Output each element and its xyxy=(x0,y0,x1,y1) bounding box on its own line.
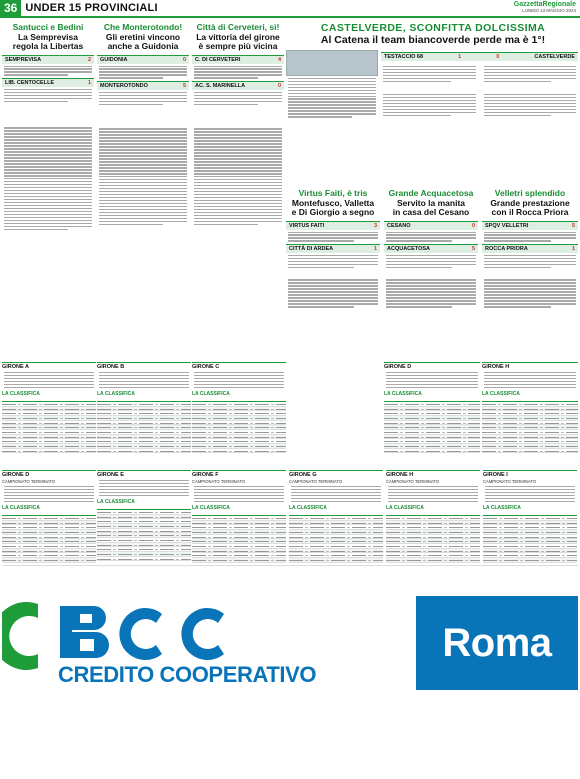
lineup-text xyxy=(192,66,284,79)
roma-label: Roma xyxy=(442,620,552,665)
score-box xyxy=(384,221,478,230)
standings-label: LA CLASSIFICA xyxy=(97,498,135,505)
team-name: SPQV VELLETRI xyxy=(485,222,529,229)
team-score: 0 xyxy=(277,82,281,89)
group-title: GIRONE A xyxy=(2,362,96,370)
headline-line: Che Monterotondo! xyxy=(103,22,183,32)
headline-line: e Di Giorgio a segno xyxy=(291,207,375,217)
lineup-text xyxy=(97,66,189,79)
roma-box xyxy=(416,596,578,690)
lineup-text xyxy=(2,66,94,76)
lineup-text xyxy=(97,92,189,105)
score-box xyxy=(286,244,380,253)
headline-line: Gli eretini vincono xyxy=(105,31,181,42)
standings-label: LA CLASSIFICA xyxy=(2,504,40,511)
team-score: 2 xyxy=(87,56,91,63)
standings-table xyxy=(2,398,96,454)
standings-label: LA CLASSIFICA xyxy=(192,390,230,397)
headline-line: Servito la manita xyxy=(396,197,466,208)
team-name: CESANO xyxy=(387,222,411,229)
team-score: 1 xyxy=(571,245,575,252)
results-list xyxy=(483,486,577,502)
lineup-text xyxy=(384,255,478,268)
team-score: 0 xyxy=(496,54,500,60)
section-title: UNDER 15 PROVINCIALI xyxy=(25,2,158,14)
headline-line: Grande Acquacetosa xyxy=(388,188,474,198)
headline-line: La vittoria del girone xyxy=(196,31,280,42)
group-title: GIRONE G xyxy=(289,470,383,478)
team-name: CITTÀ DI ARDEA xyxy=(289,245,334,252)
standings-group xyxy=(192,362,286,453)
headline-line: Città di Cerveteri, sì! xyxy=(196,22,280,32)
table-row xyxy=(384,449,480,454)
headline-line: con il Rocca Priora xyxy=(491,207,569,217)
standings-label: LA CLASSIFICA xyxy=(97,390,135,397)
article-body xyxy=(97,128,189,225)
match-photo xyxy=(286,50,378,76)
standings-table xyxy=(386,512,480,568)
article-semprevisa xyxy=(2,22,94,232)
headline-line: Santucci e Bedini xyxy=(12,22,84,32)
main-headline xyxy=(286,22,580,46)
team-name: AC. S. MARINELLA xyxy=(195,82,246,89)
standings-label: LA CLASSIFICA xyxy=(192,504,230,511)
team-name: ACQUACETOSA xyxy=(387,245,430,252)
standings-label: LA CLASSIFICA xyxy=(384,390,422,397)
article-body xyxy=(286,279,380,307)
lineup-text xyxy=(2,89,94,102)
headline-line: è sempre più vicina xyxy=(198,41,278,51)
table-row xyxy=(97,557,191,562)
bcc-logo xyxy=(2,566,402,690)
team-name: TESTACCIO 68 xyxy=(384,54,424,60)
headline-line: Velletri splendido xyxy=(494,188,566,198)
team-name: C. DI CERVETERI xyxy=(195,56,241,63)
standings-table xyxy=(97,398,191,454)
standings-group xyxy=(97,470,191,561)
results-list xyxy=(97,372,191,388)
standings-label: LA CLASSIFICA xyxy=(483,504,521,511)
standings-table xyxy=(2,512,96,568)
standings-group xyxy=(482,362,578,453)
standings-label: LA CLASSIFICA xyxy=(2,390,40,397)
article-headline xyxy=(482,188,578,219)
group-title: GIRONE C xyxy=(192,362,286,370)
standings-group xyxy=(483,470,577,567)
team-score: 1 xyxy=(373,245,377,252)
results-list xyxy=(192,486,286,502)
bcc-advertisement xyxy=(2,565,578,689)
article-headline xyxy=(2,22,94,53)
lineup-text xyxy=(192,92,284,105)
headline-line: regola la Libertas xyxy=(12,41,84,51)
standings-group xyxy=(384,362,480,453)
group-title: GIRONE E xyxy=(97,470,191,478)
article-headline xyxy=(192,22,284,53)
team-name: SEMPREVISA xyxy=(5,56,42,63)
score-box xyxy=(286,221,380,230)
article-headline xyxy=(286,188,380,219)
main-title: Al Catena il team biancoverde perde ma è 1°! xyxy=(320,34,546,46)
article-body xyxy=(482,93,579,118)
team-score: 0 xyxy=(182,56,186,63)
results-list xyxy=(482,372,578,388)
standings-label: LA CLASSIFICA xyxy=(386,504,424,511)
group-title: GIRONE B xyxy=(97,362,191,370)
standings-group xyxy=(192,470,286,567)
standings-label: LA CLASSIFICA xyxy=(482,390,520,397)
group-title: GIRONE D xyxy=(2,470,96,478)
table-row xyxy=(2,449,96,454)
results-list xyxy=(2,372,96,388)
group-status: CAMPIONATO TERMINATO xyxy=(192,479,246,484)
results-list xyxy=(386,486,480,502)
results-list xyxy=(384,372,480,388)
score-box xyxy=(381,52,578,61)
article-acquacetosa xyxy=(384,188,478,309)
team-score: 5 xyxy=(471,245,475,252)
standings-table xyxy=(192,512,286,568)
article-headline xyxy=(97,22,189,53)
group-title: GIRONE H xyxy=(482,362,578,370)
score-box xyxy=(2,55,94,64)
standings-group xyxy=(2,470,96,567)
group-title: GIRONE I xyxy=(483,470,577,478)
team-name: LIB. CENTOCELLE xyxy=(5,79,55,86)
lineup-text xyxy=(482,255,578,268)
group-title: GIRONE D xyxy=(384,362,480,370)
results-list xyxy=(289,486,383,502)
bcc-tagline: CREDITO COOPERATIVO xyxy=(58,662,317,687)
score-box xyxy=(384,244,478,253)
standings-table xyxy=(289,512,383,568)
standings-table xyxy=(192,398,286,454)
article-body xyxy=(381,93,478,118)
brand-name: GazzettaRegionale xyxy=(513,1,576,8)
table-row xyxy=(192,449,286,454)
table-row xyxy=(97,449,191,454)
standings-table xyxy=(483,512,577,568)
masthead xyxy=(514,1,576,13)
standings-table xyxy=(384,398,480,454)
article-headline xyxy=(384,188,478,219)
team-score: 5 xyxy=(571,222,575,229)
main-article-left xyxy=(286,50,378,119)
article-cerveteri xyxy=(192,22,284,227)
standings-label: LA CLASSIFICA xyxy=(289,504,327,511)
score-box xyxy=(482,221,578,230)
main-kicker: CASTELVERDE, SCONFITTA DOLCISSIMA xyxy=(320,22,546,34)
lineup-text xyxy=(384,232,478,242)
lineup-text xyxy=(286,255,380,268)
standings-group xyxy=(97,362,191,453)
lineup-text xyxy=(286,232,380,242)
standings-group xyxy=(386,470,480,567)
article-body xyxy=(384,279,478,307)
issue-date: LUNEDÌ 13 MAGGIO 2024 xyxy=(522,8,576,13)
standings-group xyxy=(289,470,383,567)
headline-line: anche a Guidonia xyxy=(107,41,179,51)
headline-line: in casa del Cesano xyxy=(392,207,470,217)
results-list xyxy=(2,486,96,502)
standings-table xyxy=(482,398,578,454)
standings-group xyxy=(2,362,96,453)
article-body xyxy=(192,128,284,225)
group-status: CAMPIONATO TERMINATO xyxy=(289,479,343,484)
team-score: 3 xyxy=(373,222,377,229)
table-row xyxy=(482,449,578,454)
team-score: 0 xyxy=(471,222,475,229)
team-name: ROCCA PRIORA xyxy=(485,245,528,252)
headline-line: Grande prestazione xyxy=(490,197,570,208)
article-body xyxy=(482,279,578,307)
results-list xyxy=(97,480,191,496)
article-velletri xyxy=(482,188,578,309)
team-score: 1 xyxy=(458,54,462,60)
score-box xyxy=(192,81,284,90)
lineup-text xyxy=(482,64,579,84)
group-title: GIRONE F xyxy=(192,470,286,478)
headline-line: Montefusco, Valletta xyxy=(291,197,375,208)
team-score: 4 xyxy=(277,56,281,63)
score-box xyxy=(2,78,94,87)
article-monterotondo xyxy=(97,22,189,227)
lineup-text xyxy=(482,232,578,242)
score-box xyxy=(97,55,189,64)
headline-line: Virtus Faiti, è tris xyxy=(298,188,368,198)
page-number: 36 xyxy=(0,0,21,16)
score-box xyxy=(192,55,284,64)
group-status: CAMPIONATO TERMINATO xyxy=(2,479,56,484)
page-header xyxy=(0,0,580,18)
results-list xyxy=(192,372,286,388)
team-score: 5 xyxy=(182,82,186,89)
lineup-text xyxy=(381,64,478,84)
team-name: CASTELVERDE xyxy=(534,54,575,60)
group-title: GIRONE H xyxy=(386,470,480,478)
article-body xyxy=(286,78,378,118)
team-name: MONTEROTONDO xyxy=(100,82,148,89)
group-status: CAMPIONATO TERMINATO xyxy=(483,479,537,484)
group-status: CAMPIONATO TERMINATO xyxy=(386,479,440,484)
score-box xyxy=(97,81,189,90)
standings-table xyxy=(97,506,191,562)
article-body xyxy=(2,127,94,230)
team-name: GUIDONIA xyxy=(100,56,128,63)
main-article-score xyxy=(381,50,578,118)
headline-line: La Semprevisa xyxy=(17,31,78,42)
team-score: 1 xyxy=(87,79,91,86)
team-name: VIRTUS FAITI xyxy=(289,222,325,229)
article-virtus-faiti xyxy=(286,188,380,309)
score-box xyxy=(482,244,578,253)
